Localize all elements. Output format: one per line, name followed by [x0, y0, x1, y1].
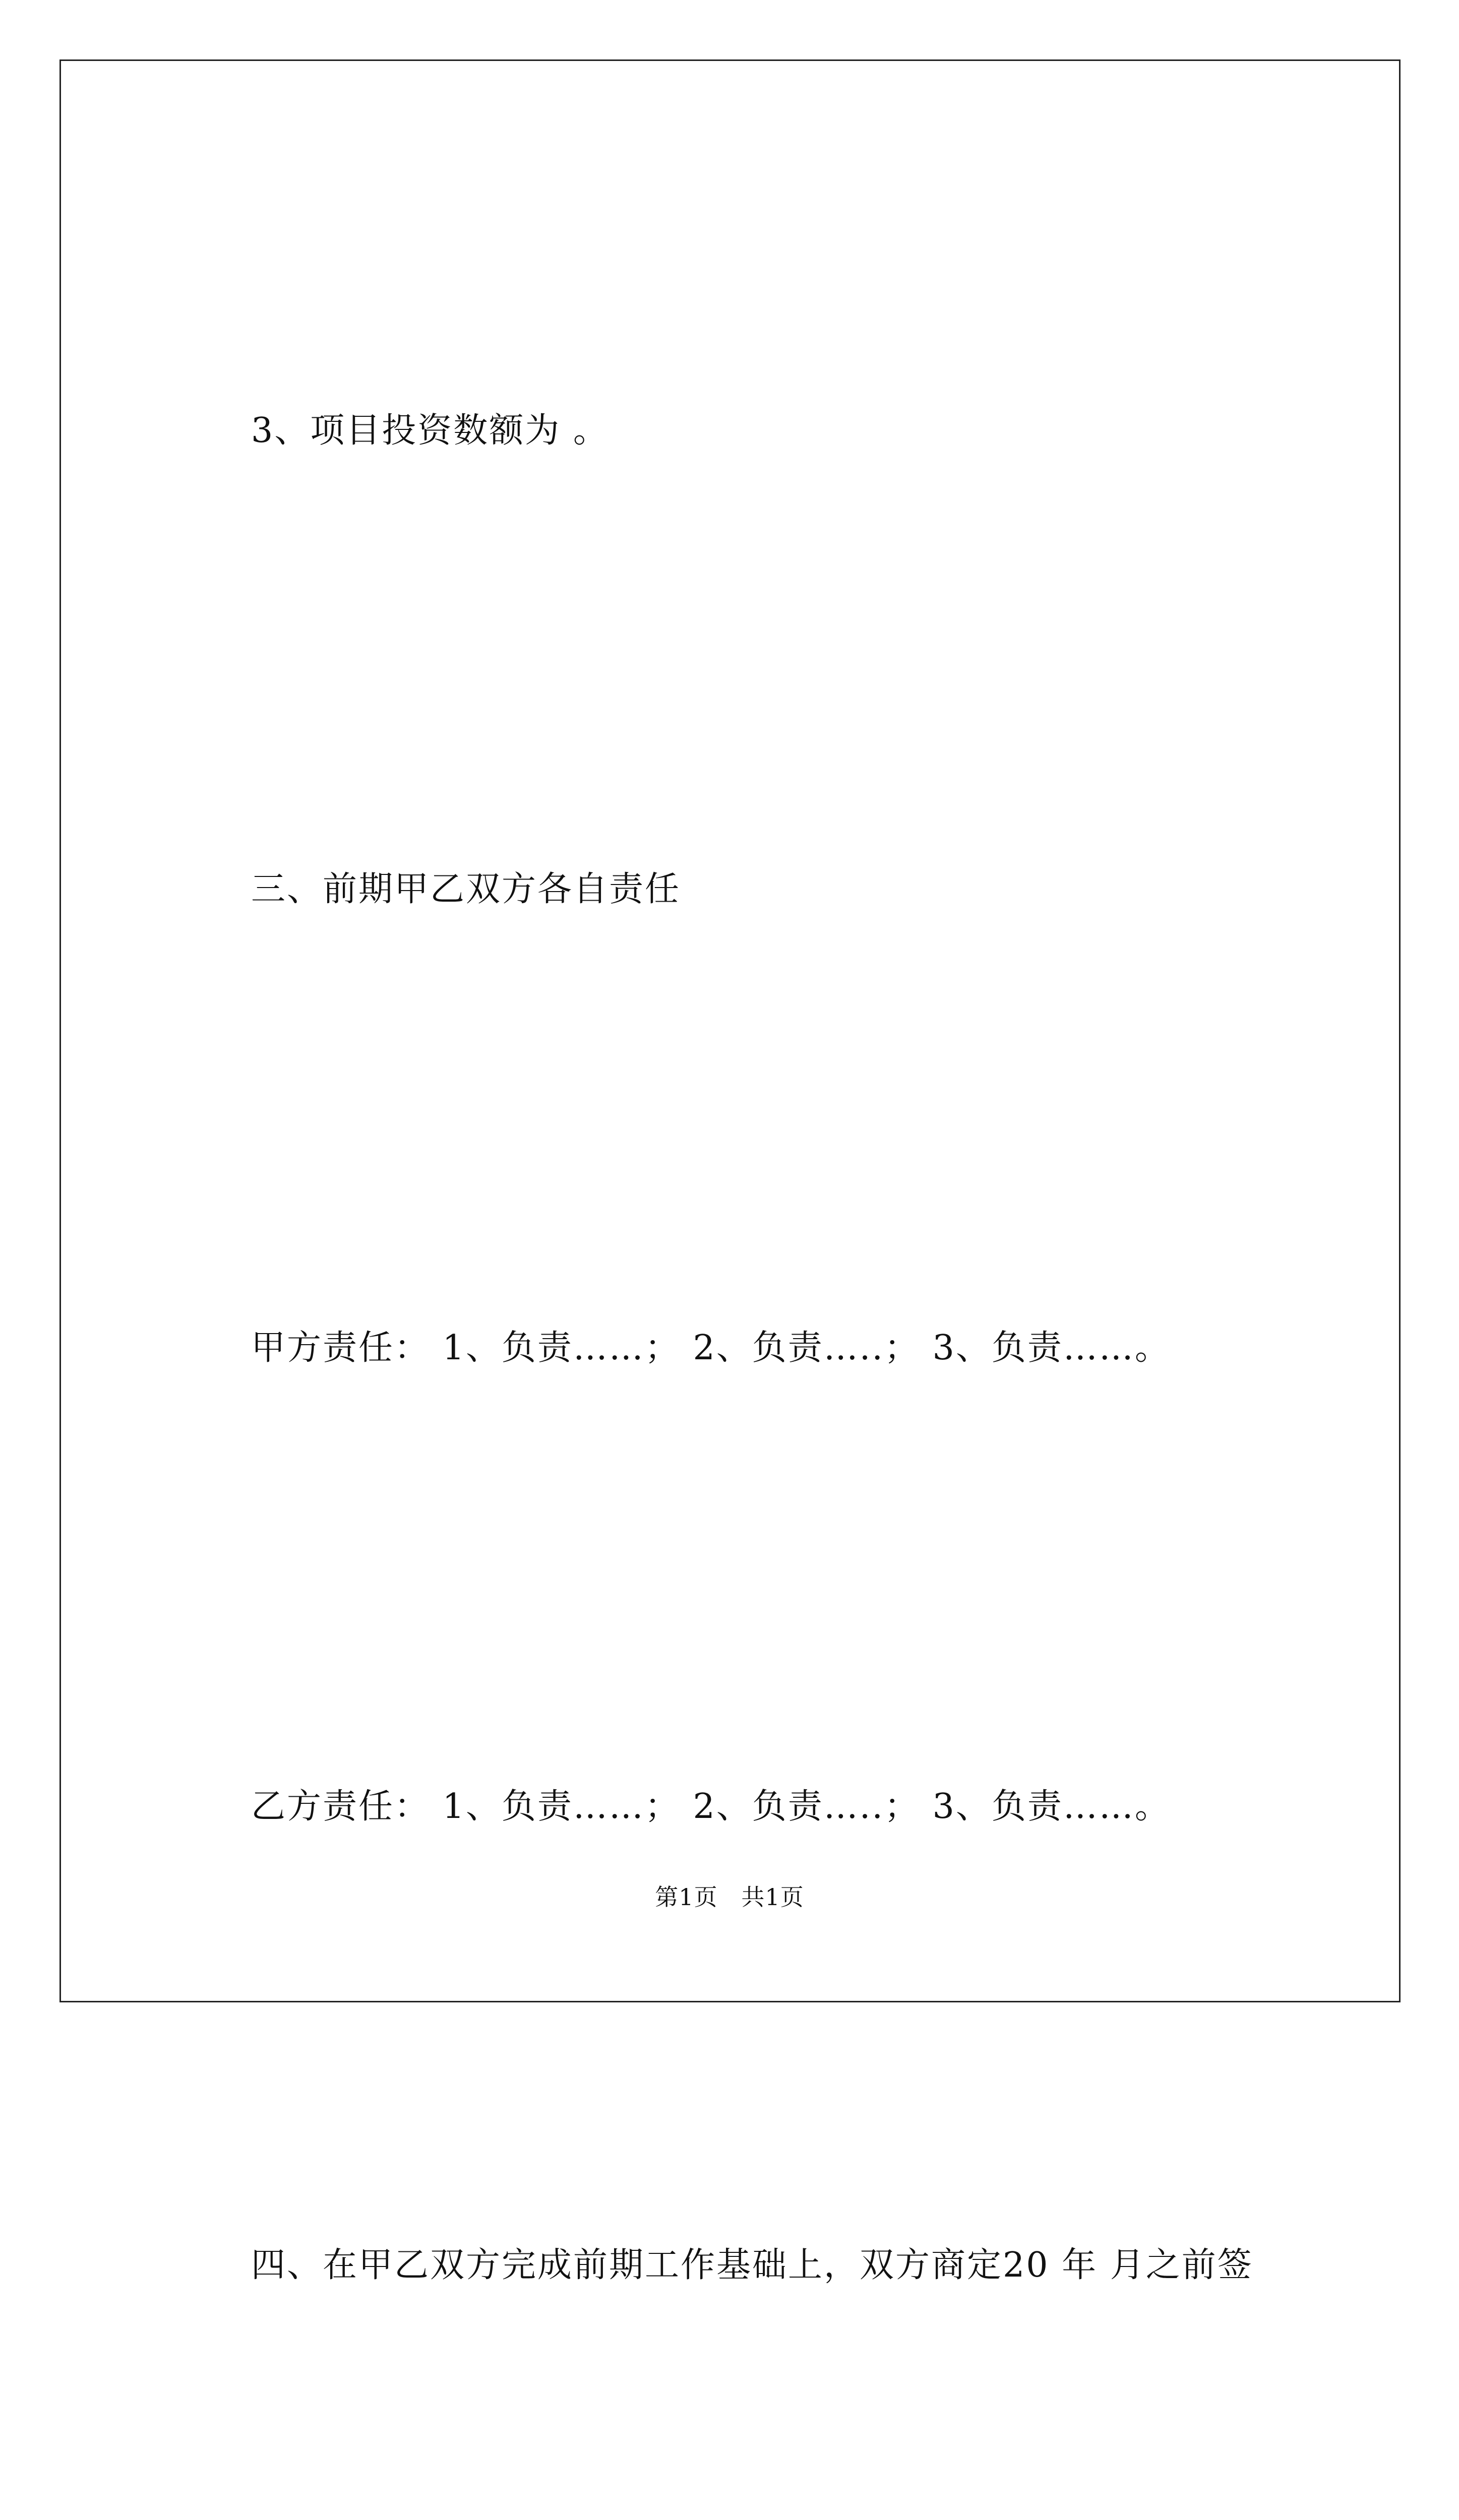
paragraph-party-b-duties — [180, 1578, 1282, 2036]
section-heading-responsibilities — [180, 660, 1282, 1119]
text-line: 甲方责任： 1、负责……； 2、负责…..； 3、负责……。 — [251, 1328, 1171, 1368]
text-line: 三、前期甲乙双方各自责任 — [251, 869, 681, 909]
text-line — [180, 2495, 1282, 2520]
text-line: 乙方责任： 1、负责……； 2、负责…..； 3、负责……。 — [251, 1787, 1171, 1826]
text-line: 四、在甲乙双方完成前期工作基础上，双方商定20 年 月之前签 — [251, 2245, 1253, 2285]
document-body — [180, 202, 1282, 2520]
text-line: 3、项目投资数额为 。 — [251, 411, 609, 451]
page-footer: 第1页 共1页 — [655, 1883, 804, 1911]
paragraph-party-a-duties — [180, 1119, 1282, 1578]
paragraph-formal-contract — [180, 2036, 1282, 2520]
paragraph-investment-amount — [180, 202, 1282, 660]
